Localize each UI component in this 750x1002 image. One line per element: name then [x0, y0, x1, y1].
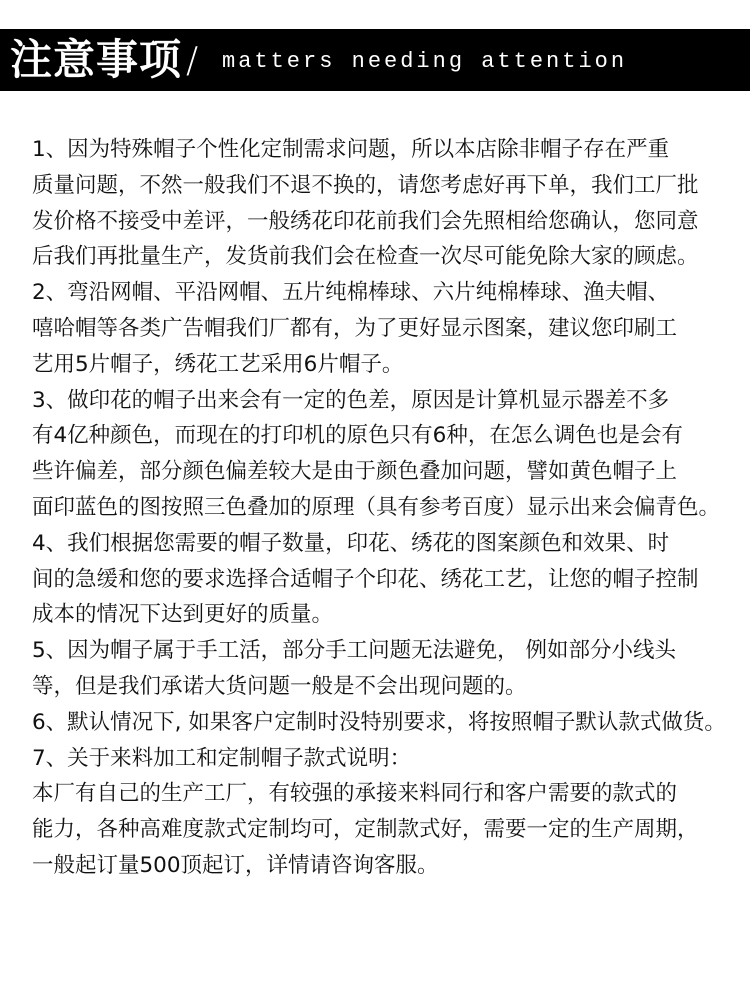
notice-line: 5、因为帽子属于手工活，部分手工问题无法避免， 例如部分小线头 — [32, 638, 677, 664]
notice-line: 质量问题，不然一般我们不退不换的，请您考虑好再下单，我们工厂批 — [32, 172, 699, 198]
notice-line: 本厂有自己的生产工厂，有较强的承接来料同行和客户需要的款式的 — [32, 781, 678, 807]
notice-line: 1、因为特殊帽子个性化定制需求问题，所以本店除非帽子存在严重 — [32, 137, 670, 162]
notice-line: 能力，各种高难度款式定制均可，定制款式好，需要一定的生产周期， — [32, 817, 699, 843]
notice-line: 3、做印花的帽子出来会有一定的色差，原因是计算机显示器差不多 — [32, 387, 670, 413]
notice-line: 4、我们根据您需要的帽子数量，印花、绣花的图案颜色和效果、时 — [32, 530, 670, 556]
notice-line: 发价格不接受中差评，一般绣花印花前我们会先照相给您确认，您同意 — [32, 208, 699, 234]
notice-line: 些许偏差，部分颜色偏差较大是由于颜色叠加问题，譬如黄色帽子上 — [32, 459, 678, 485]
header-banner — [0, 29, 750, 91]
notice-line: 6、默认情况下, 如果客户定制时没特别要求，将按照帽子默认款式做货。 — [32, 709, 726, 735]
notice-line: 嘻哈帽等各类广告帽我们厂都有，为了更好显示图案，建议您印刷工 — [32, 315, 678, 341]
header-title-en: matters needing attention — [222, 49, 628, 74]
notice-line: 艺用5片帽子，绣花工艺采用6片帽子。 — [32, 351, 404, 377]
notice-line: 2、弯沿网帽、平沿网帽、五片纯棉棒球、六片纯棉棒球、渔夫帽、 — [32, 280, 670, 306]
notice-line: 等，但是我们承诺大货问题一般是不会出现问题的。 — [32, 673, 527, 699]
header-separator: / — [186, 40, 199, 81]
notice-body — [32, 132, 750, 884]
header-title-cn: 注意事项 — [10, 35, 183, 84]
notice-line: 面印蓝色的图按照三色叠加的原理（具有参考百度）显示出来会偏青色。 — [32, 494, 721, 520]
notice-line: 有4亿种颜色，而现在的打印机的原色只有6种，在怎么调色也是会有 — [32, 423, 683, 449]
notice-line: 一般起订量500顶起订，详情请咨询客服。 — [32, 852, 439, 878]
notice-line: 间的急缓和您的要求选择合适帽子个印花、绣花工艺，让您的帽子控制 — [32, 566, 699, 592]
notice-line: 后我们再批量生产，发货前我们会在检查一次尽可能免除大家的顾虑。 — [32, 244, 699, 270]
notice-line: 7、关于来料加工和定制帽子款式说明： — [32, 745, 412, 771]
notice-line: 成本的情况下达到更好的质量。 — [32, 602, 334, 628]
